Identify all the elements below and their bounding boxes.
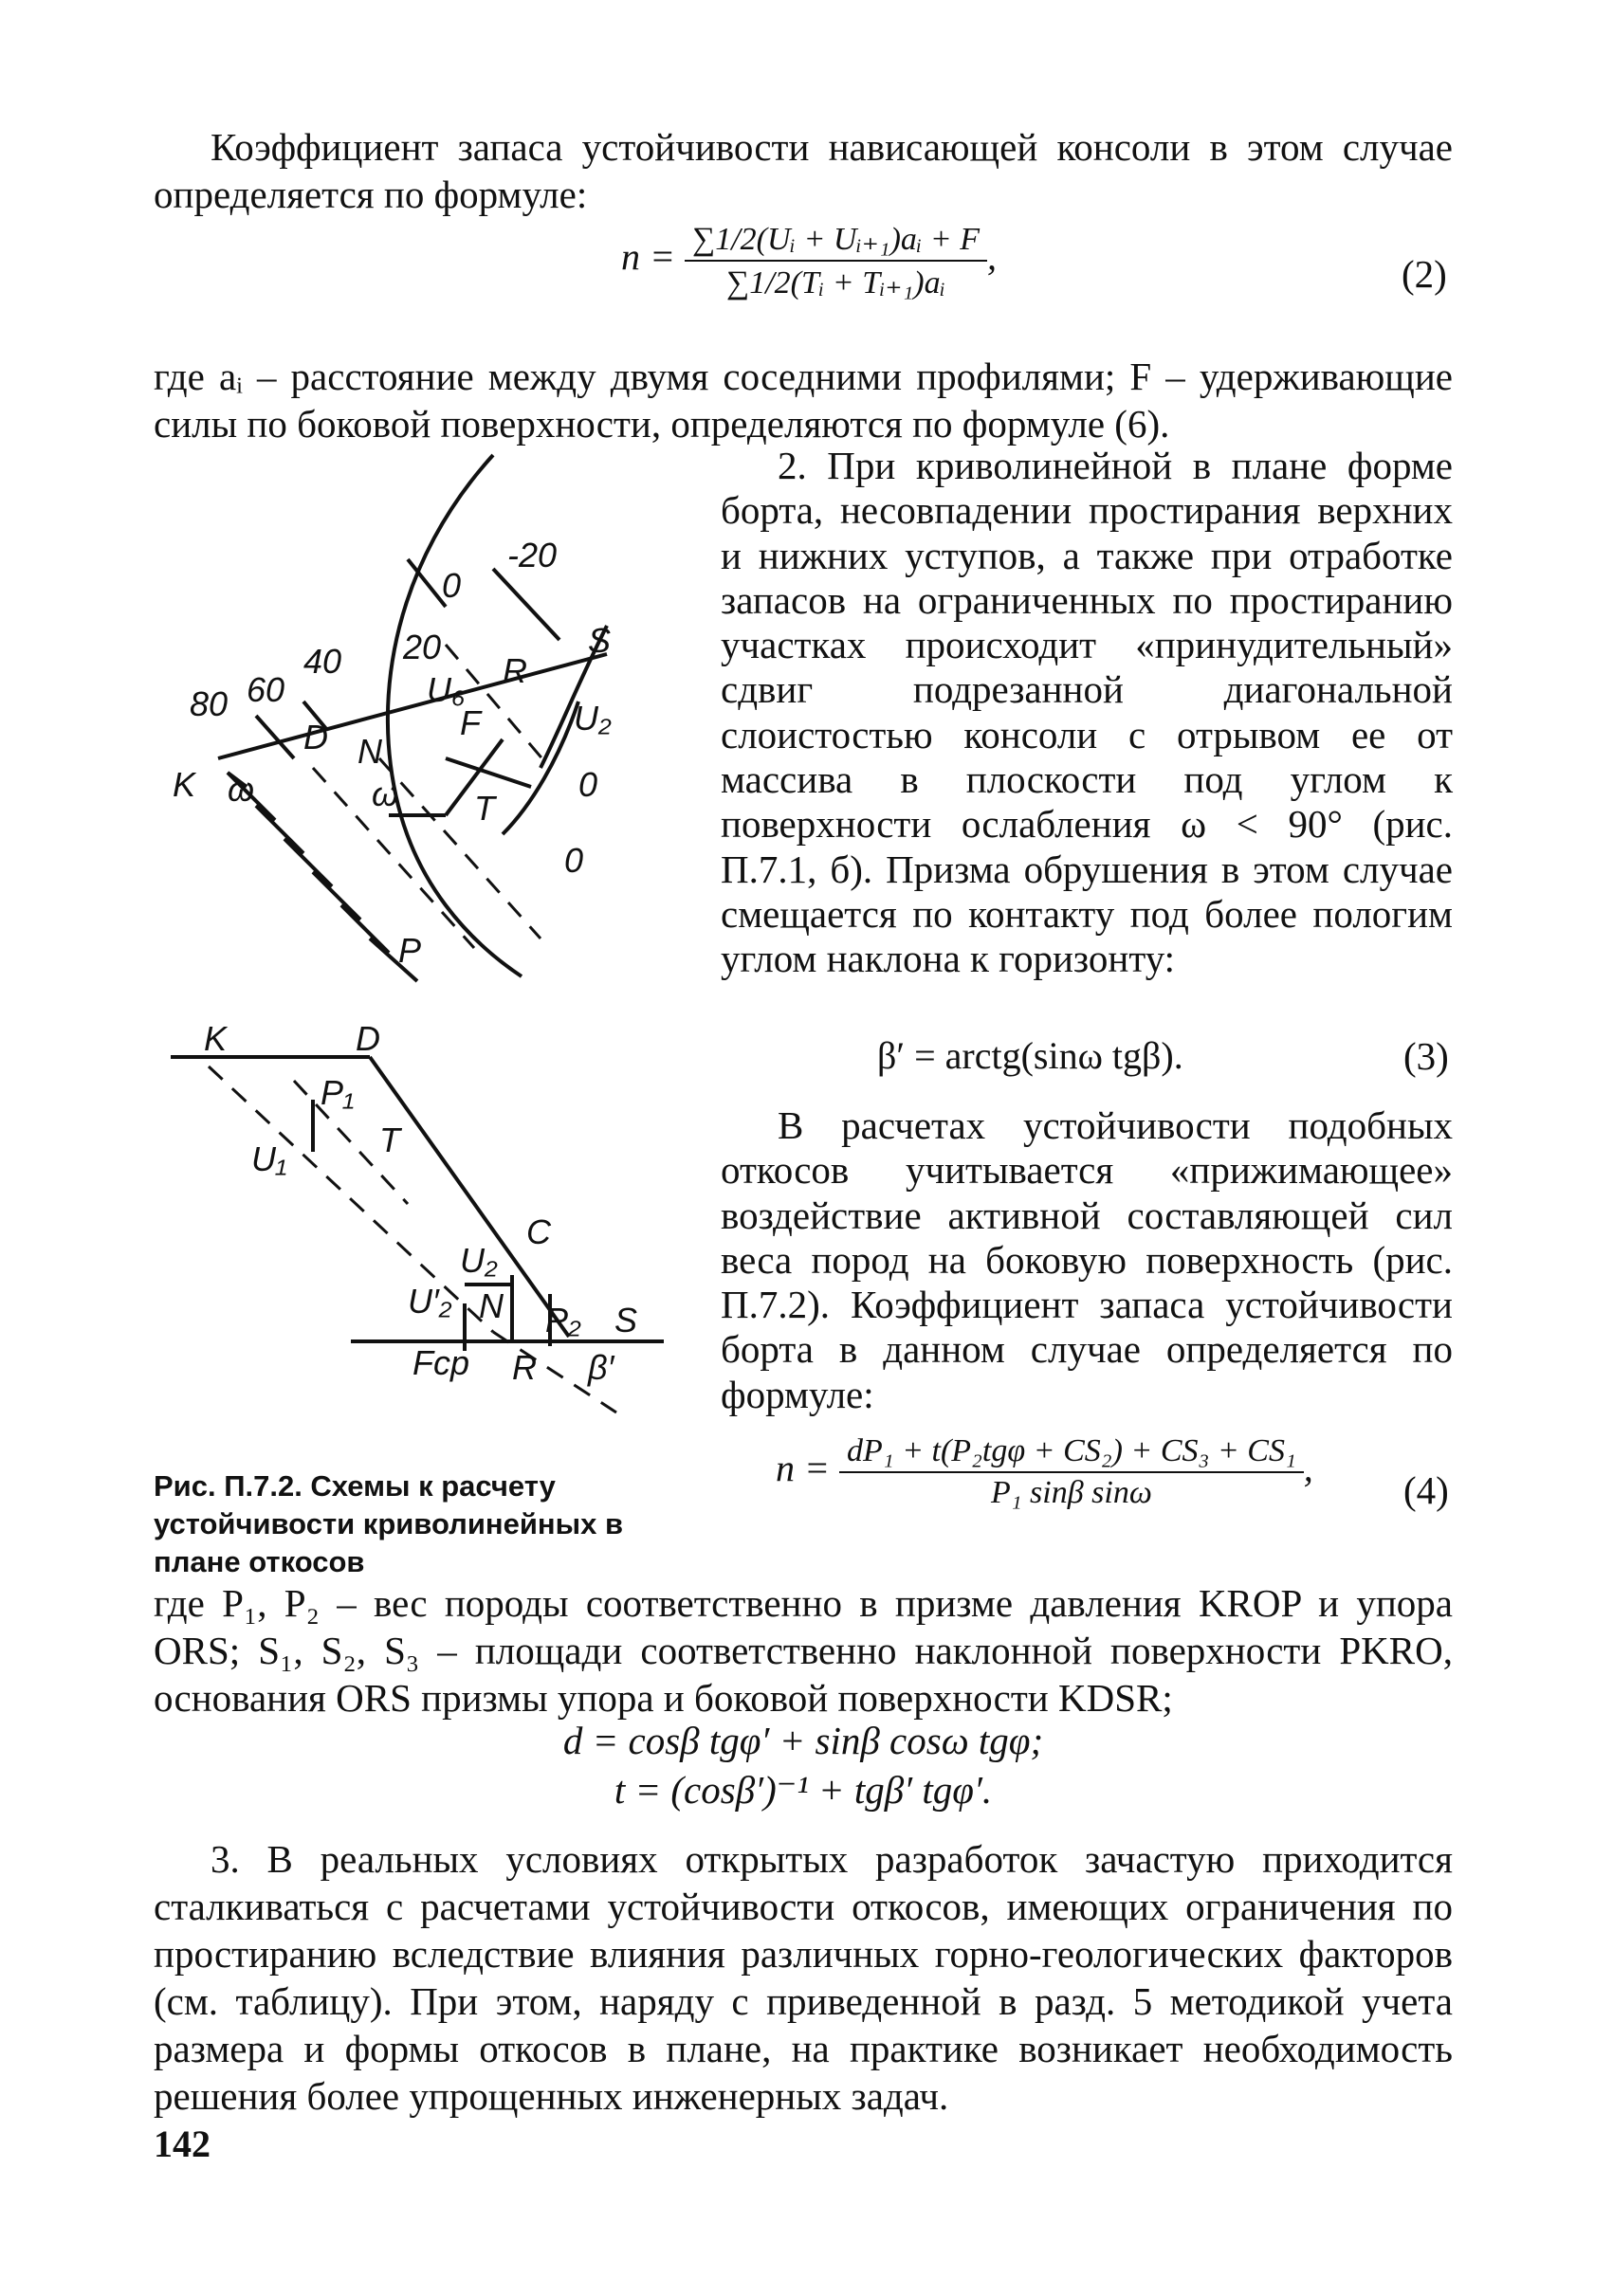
label-P2: P₂	[545, 1301, 581, 1339]
formula-2: n = $\frac{\text{∑1/2(Uᵢ + Uᵢ₊₁)aᵢ + F}}{\text{∑1/2(Tᵢ + Tᵢ₊₁)aᵢ}}$ ,	[621, 222, 997, 301]
label-omega-2: ω	[372, 774, 399, 813]
label-U2: U₂	[574, 699, 612, 738]
label-S2: S	[614, 1301, 638, 1339]
label-omega-1: ω	[228, 770, 255, 809]
label-R: R	[503, 651, 527, 690]
slope-line	[370, 1057, 569, 1337]
formula-4: n = $\frac{\text{dP₁ + t(P₂tgφ + CS₂) + CS₃ + CS₁}}{\text{P₁ sinβ sinω}}$ ,	[776, 1433, 1313, 1510]
outer-arc	[388, 455, 522, 976]
label-T: T	[474, 789, 495, 828]
label-60: 60	[247, 670, 285, 709]
label-U2b: U₂	[460, 1241, 498, 1280]
label-C: C	[526, 1212, 551, 1251]
label-Fcp: Fcp	[412, 1343, 470, 1382]
paragraph-section-2-cont: В расчетах устойчивости подобных откосов учитывается «прижимающее» воздействие активной составляющей сил веса пород на боковую поверхность (рис. П.7.2). Коэффициент запаса устойчивости борта в данном случае определяется по формуле:	[721, 1103, 1453, 1416]
label-U6: U₆	[427, 670, 466, 709]
label-40: 40	[303, 642, 342, 681]
formula-d: d = cosβ tgφ′ + sinβ cosω tgφ;	[562, 1719, 1044, 1762]
paragraph-section-2: 2. При криволинейной в плане форме борта, несовпадении простирания верхних и нижних уступов, а также при отработке запасов на ограниченных по простиранию участках происходит «принудительный» сдвиг подрезанной диагональной слоистостью консоли с отрывом ее от массива в плоскости под углом к поверхности ослабления ω < 90° (рис. П.7.1, б). Призма обрушения в этом случае смещается по контакту под более пологим углом наклона к горизонту:	[721, 444, 1453, 981]
label-K: K	[173, 765, 196, 804]
label-20: 20	[403, 628, 442, 666]
label-0-top: 0	[442, 566, 462, 605]
label-80: 80	[190, 684, 229, 723]
label-S: S	[588, 621, 612, 660]
tick-m20	[493, 569, 559, 640]
label-R2: R	[512, 1348, 537, 1387]
figure-caption: Рис. П.7.2. Схемы к расчету устойчивости криволинейных в плане откосов	[154, 1469, 624, 1578]
formula-3: β′ = arctg(sinω tgβ).	[877, 1034, 1183, 1077]
figure-plan-scheme	[161, 446, 711, 995]
label-D2: D	[356, 1024, 380, 1058]
arrow-T-line	[446, 758, 531, 787]
label-P: P	[398, 931, 422, 970]
paragraph-definitions-a: где aᵢ – расстояние между двумя соседними профилями; F – удерживающие силы по боковой поверхности, определяются по формуле (6).	[154, 355, 1453, 446]
label-N: N	[357, 732, 382, 771]
figure-section-scheme	[152, 1024, 683, 1441]
label-P1: P₁	[321, 1073, 355, 1112]
formula-4-number: (4)	[1403, 1468, 1449, 1512]
formula-t: t = (cosβ′)⁻¹ + tgβ′ tgφ′.	[614, 1768, 993, 1812]
formula-3-number: (3)	[1403, 1034, 1449, 1078]
page-number: 142	[154, 2123, 211, 2165]
label-beta: β′	[588, 1348, 614, 1387]
tick-60	[256, 716, 294, 758]
label-m20: -20	[507, 536, 558, 574]
label-N2: N	[479, 1286, 504, 1325]
label-U2p: U′₂	[408, 1282, 452, 1321]
label-0-bottom: 0	[564, 841, 584, 880]
label-K2: K	[204, 1024, 228, 1058]
formula-2-number: (2)	[1402, 252, 1447, 296]
label-0-right: 0	[578, 765, 598, 804]
label-D: D	[303, 718, 328, 756]
paragraph-section-3: 3. В реальных условиях открытых разработок зачастую приходится сталкиваться с расчетами устойчивости откосов, имеющих ограничения по простиранию вследствие влияния различных горно-геологических факторов (см. таблицу). При этом, наряду с приведенной в разд. 5 методикой учета размера и формы откосов в плане, на практике возникает необходимость решения более упрощенных инженерных задач.	[154, 1837, 1453, 2118]
paragraph-intro: Коэффициент запаса устойчивости нависающей консоли в этом случае определяется по формуле:	[154, 125, 1453, 216]
label-U1: U₁	[251, 1139, 287, 1178]
label-T2: T	[379, 1121, 400, 1159]
label-F: F	[460, 703, 481, 742]
paragraph-definitions-b: где P₁, P₂ – вес породы соответственно в призме давления KROP и упора ORS; S₁, S₂, S₃ – площади соответственно наклонной поверхности PKRO, основания ORS призмы упора и боковой поверхности KDSR;	[154, 1581, 1453, 1720]
